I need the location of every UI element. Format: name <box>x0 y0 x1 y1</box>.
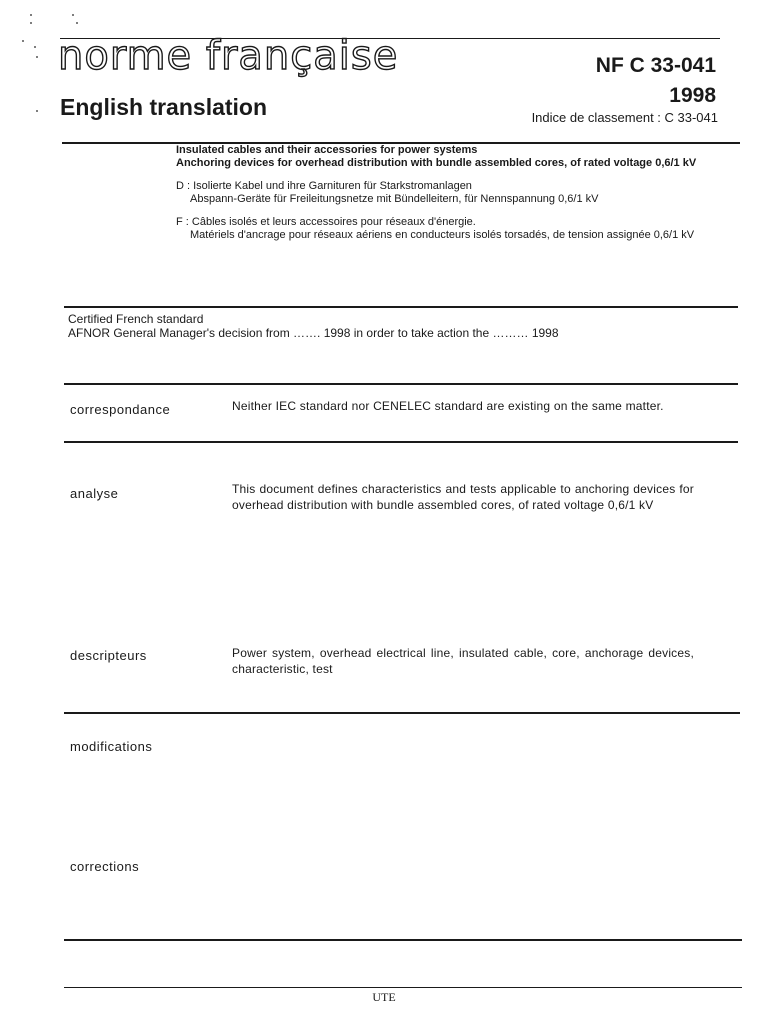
descripteurs-label: descripteurs <box>70 648 147 663</box>
certification-line1: Certified French standard <box>68 312 204 326</box>
french-title-heading: F : Câbles isolés et leurs accessoires pour réseaux d'énergie. <box>176 216 476 228</box>
descripteurs-text: Power system, overhead electrical line, insulated cable, core, anchorage devices, characteristic, test <box>232 646 694 676</box>
correspondance-bottom-rule <box>64 441 738 443</box>
document-titles <box>176 144 716 242</box>
certification-block <box>68 312 708 340</box>
standard-code: NF C 33-041 <box>595 54 716 77</box>
english-title-heading: Insulated cables and their accessories for power systems <box>176 144 478 156</box>
document-subtitle: English translation <box>60 94 268 120</box>
norme-francaise-logo: norme française <box>58 33 399 79</box>
corrections-bottom-rule <box>64 939 742 941</box>
correspondance-label: correspondance <box>70 402 171 417</box>
german-title-text: Abspann-Geräte für Freileitungsnetze mit Bündelleitern, für Nennspannung 0,6/1 kV <box>190 193 599 205</box>
correspondance-text: Neither IEC standard nor CENELEC standard are existing on the same matter. <box>232 399 664 413</box>
german-title-heading: D : Isolierte Kabel und ihre Garnituren für Starkstromanlagen <box>176 180 472 192</box>
certification-bottom-rule <box>64 383 738 385</box>
analyse-text: This document defines characteristics and tests applicable to anchoring devices for overhead distribution with bundle assembled cores, of rated voltage 0,6/1 kV <box>232 482 694 512</box>
modifications-label: modifications <box>70 739 153 754</box>
french-title <box>176 216 716 242</box>
standard-year: 1998 <box>669 84 716 107</box>
descripteurs-bottom-rule <box>64 712 740 714</box>
german-title <box>176 180 716 206</box>
classification-index: Indice de classement : C 33-041 <box>531 110 718 125</box>
analyse-label: analyse <box>70 486 119 501</box>
french-title-text: Matériels d'ancrage pour réseaux aériens en conducteurs isolés torsadés, de tension assignée 0,6/1 kV <box>190 229 695 241</box>
titles-bottom-rule <box>64 306 738 308</box>
certification-line2: AFNOR General Manager's decision from ……. 1998 in order to take action the ……… 1998 <box>68 326 559 340</box>
footer-rule <box>64 987 742 988</box>
publisher-footer: UTE <box>372 990 396 1004</box>
corrections-label: corrections <box>70 859 140 874</box>
english-title-text: Anchoring devices for overhead distribution with bundle assembled cores, of rated voltage 0,6/1 kV <box>176 157 697 169</box>
